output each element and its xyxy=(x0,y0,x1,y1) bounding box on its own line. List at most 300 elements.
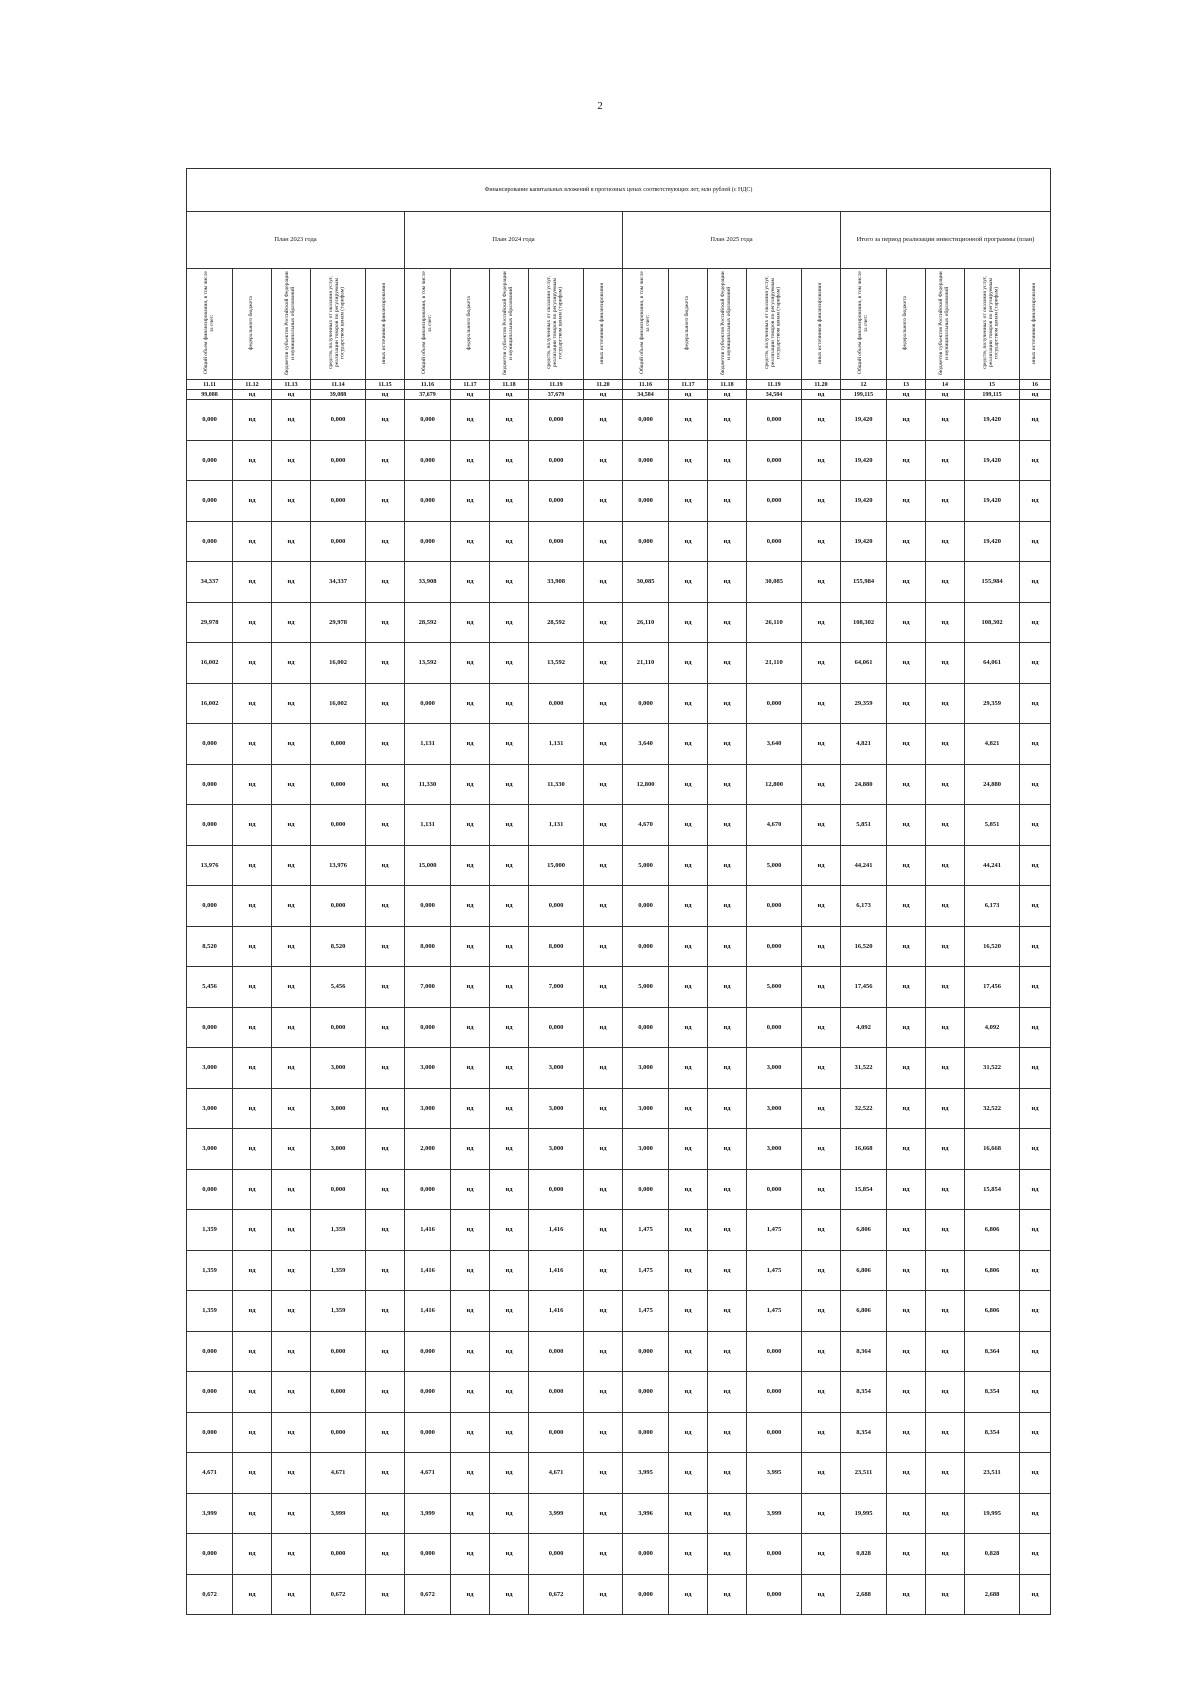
table-row xyxy=(187,562,1051,603)
table-cell: нд xyxy=(708,1493,747,1534)
table-cell: нд xyxy=(233,1453,272,1494)
table-cell: нд xyxy=(233,886,272,927)
table-cell: 1,475 xyxy=(747,1291,802,1332)
table-cell: 108,302 xyxy=(965,602,1020,643)
table-cell: нд xyxy=(669,1574,708,1615)
table-cell: нд xyxy=(584,926,623,967)
table-cell: нд xyxy=(669,562,708,603)
table-cell: нд xyxy=(669,521,708,562)
table-cell: нд xyxy=(272,926,311,967)
table-cell: нд xyxy=(926,1129,965,1170)
table-cell: нд xyxy=(802,1574,841,1615)
table-cell: нд xyxy=(1020,926,1051,967)
table-cell: нд xyxy=(490,562,529,603)
table-cell: нд xyxy=(366,1007,405,1048)
table-cell: 31,522 xyxy=(965,1048,1020,1089)
subheader-label: иных источников финансирования xyxy=(817,282,824,364)
table-cell: нд xyxy=(887,724,926,765)
table-cell: 0,000 xyxy=(405,683,451,724)
table-cell: нд xyxy=(1020,1372,1051,1413)
table-cell: нд xyxy=(366,926,405,967)
table-cell: нд xyxy=(366,602,405,643)
table-cell: 155,984 xyxy=(841,562,887,603)
subheader-cell xyxy=(623,269,669,380)
table-cell: нд xyxy=(1020,886,1051,927)
table-cell: нд xyxy=(366,1574,405,1615)
table-cell: нд xyxy=(1020,521,1051,562)
table-cell: 1,359 xyxy=(187,1250,233,1291)
table-cell: 1,416 xyxy=(529,1210,584,1251)
table-cell: нд xyxy=(887,440,926,481)
column-code: 11.17 xyxy=(451,380,490,390)
subheader-cell xyxy=(841,269,887,380)
table-cell: 0,000 xyxy=(187,1007,233,1048)
table-row xyxy=(187,845,1051,886)
table-cell: нд xyxy=(451,440,490,481)
table-cell: 0,000 xyxy=(405,1169,451,1210)
table-cell: нд xyxy=(669,481,708,522)
table-cell: нд xyxy=(802,1088,841,1129)
total-cell: 34,584 xyxy=(623,390,669,400)
table-cell: нд xyxy=(669,683,708,724)
table-cell: 1,359 xyxy=(311,1250,366,1291)
table-cell: 0,000 xyxy=(405,481,451,522)
table-cell: нд xyxy=(802,1210,841,1251)
table-cell: 1,416 xyxy=(405,1291,451,1332)
table-cell: нд xyxy=(584,1412,623,1453)
table-cell: нд xyxy=(584,805,623,846)
table-cell: нд xyxy=(669,1129,708,1170)
table-cell: 5,456 xyxy=(187,967,233,1008)
table-cell: нд xyxy=(272,1291,311,1332)
table-cell: нд xyxy=(233,1412,272,1453)
table-cell: нд xyxy=(669,764,708,805)
table-cell: нд xyxy=(802,805,841,846)
table-cell: 0,000 xyxy=(311,1331,366,1372)
table-cell: нд xyxy=(451,1250,490,1291)
table-cell: 19,420 xyxy=(965,400,1020,441)
table-cell: 0,828 xyxy=(965,1534,1020,1575)
table-cell: нд xyxy=(708,1210,747,1251)
table-cell: нд xyxy=(366,1372,405,1413)
table-cell: 6,806 xyxy=(841,1291,887,1332)
table-cell: нд xyxy=(926,926,965,967)
table-cell: 19,420 xyxy=(965,481,1020,522)
table-cell: 0,000 xyxy=(311,1534,366,1575)
table-cell: 13,592 xyxy=(405,643,451,684)
table-cell: нд xyxy=(926,1493,965,1534)
table-cell: нд xyxy=(887,1412,926,1453)
subheader-label: бюджетов субъектов Российской Федерации и муниципальных образований xyxy=(284,271,296,375)
table-cell: 3,000 xyxy=(187,1048,233,1089)
table-cell: 29,978 xyxy=(311,602,366,643)
table-cell: 1,359 xyxy=(311,1210,366,1251)
table-cell: 13,976 xyxy=(187,845,233,886)
table-cell: 1,416 xyxy=(529,1291,584,1332)
table-cell: нд xyxy=(708,683,747,724)
table-cell: нд xyxy=(584,1291,623,1332)
table-cell: нд xyxy=(708,967,747,1008)
table-cell: 1,359 xyxy=(187,1210,233,1251)
table-cell: нд xyxy=(233,845,272,886)
table-cell: 16,668 xyxy=(841,1129,887,1170)
table-cell: нд xyxy=(708,1291,747,1332)
table-cell: нд xyxy=(366,1493,405,1534)
table-row xyxy=(187,1412,1051,1453)
table-row xyxy=(187,805,1051,846)
table-cell: нд xyxy=(708,1412,747,1453)
table-cell: нд xyxy=(366,400,405,441)
table-cell: 0,000 xyxy=(529,1412,584,1453)
table-cell: 0,000 xyxy=(187,440,233,481)
table-cell: нд xyxy=(926,1534,965,1575)
subheader-cell xyxy=(669,269,708,380)
table-row xyxy=(187,1493,1051,1534)
table-cell: нд xyxy=(584,1048,623,1089)
table-cell: нд xyxy=(366,764,405,805)
table-cell: 0,000 xyxy=(623,1412,669,1453)
table-cell: нд xyxy=(233,1291,272,1332)
table-cell: нд xyxy=(926,1372,965,1413)
table-cell: 19,420 xyxy=(841,521,887,562)
table-cell: 0,000 xyxy=(311,1372,366,1413)
table-cell: 28,592 xyxy=(405,602,451,643)
table-cell: 4,671 xyxy=(405,1453,451,1494)
table-cell: 3,000 xyxy=(529,1088,584,1129)
table-cell: 1,416 xyxy=(405,1250,451,1291)
table-cell: нд xyxy=(926,562,965,603)
table-cell: 0,000 xyxy=(187,1534,233,1575)
table-cell: нд xyxy=(451,521,490,562)
table-cell: нд xyxy=(802,1048,841,1089)
table-cell: 0,000 xyxy=(623,400,669,441)
table-cell: 0,000 xyxy=(623,683,669,724)
table-cell: нд xyxy=(584,724,623,765)
table-cell: 15,854 xyxy=(841,1169,887,1210)
table-cell: 3,999 xyxy=(187,1493,233,1534)
table-cell: 24,880 xyxy=(965,764,1020,805)
subheader-label: Общий объем финансирования, в том числе за счет: xyxy=(638,271,651,375)
table-cell: 0,000 xyxy=(187,1412,233,1453)
table-row xyxy=(187,1574,1051,1615)
table-cell: нд xyxy=(233,1331,272,1372)
table-cell: 0,000 xyxy=(187,481,233,522)
table-cell: нд xyxy=(233,1493,272,1534)
table-cell: нд xyxy=(708,643,747,684)
table-cell: 0,000 xyxy=(623,886,669,927)
table-cell: 29,359 xyxy=(841,683,887,724)
subheader-cell xyxy=(529,269,584,380)
table-cell: нд xyxy=(366,1169,405,1210)
subheader-cell xyxy=(926,269,965,380)
table-cell: нд xyxy=(708,1534,747,1575)
table-cell: 0,672 xyxy=(405,1574,451,1615)
table-cell: нд xyxy=(272,764,311,805)
table-cell: 2,688 xyxy=(965,1574,1020,1615)
table-cell: нд xyxy=(490,602,529,643)
table-cell: 0,000 xyxy=(747,1007,802,1048)
table-cell: нд xyxy=(233,521,272,562)
table-cell: 0,000 xyxy=(405,1331,451,1372)
total-cell: нд xyxy=(366,390,405,400)
table-cell: 1,416 xyxy=(405,1210,451,1251)
table-cell: 0,000 xyxy=(311,1169,366,1210)
table-cell: 7,000 xyxy=(529,967,584,1008)
subheader-label: иных источников финансирования xyxy=(381,282,388,364)
total-cell: 34,584 xyxy=(747,390,802,400)
table-cell: нд xyxy=(272,481,311,522)
column-code: 11.16 xyxy=(405,380,451,390)
table-cell: 34,337 xyxy=(311,562,366,603)
table-cell: нд xyxy=(1020,1048,1051,1089)
table-cell: 4,671 xyxy=(187,1453,233,1494)
table-row xyxy=(187,1169,1051,1210)
column-code: 11.20 xyxy=(584,380,623,390)
table-cell: нд xyxy=(802,481,841,522)
table-cell: нд xyxy=(802,764,841,805)
table-cell: нд xyxy=(887,1331,926,1372)
table-cell: нд xyxy=(887,1169,926,1210)
table-cell: 2,000 xyxy=(405,1129,451,1170)
table-cell: нд xyxy=(802,724,841,765)
table-cell: 0,000 xyxy=(529,1372,584,1413)
table-cell: нд xyxy=(802,1169,841,1210)
table-cell: нд xyxy=(669,1169,708,1210)
table-cell: нд xyxy=(802,1372,841,1413)
table-row xyxy=(187,683,1051,724)
table-cell: нд xyxy=(272,1372,311,1413)
table-cell: 15,854 xyxy=(965,1169,1020,1210)
table-cell: нд xyxy=(272,1412,311,1453)
table-cell: нд xyxy=(887,1250,926,1291)
table-title: Финансирование капитальных вложений в прогнозных ценах соответствующих лет, млн рублей (с НДС) xyxy=(187,169,1051,212)
table-cell: 5,000 xyxy=(623,845,669,886)
table-cell: нд xyxy=(1020,1291,1051,1332)
table-cell: 23,511 xyxy=(965,1453,1020,1494)
subheader-cell xyxy=(1020,269,1051,380)
table-cell: нд xyxy=(584,643,623,684)
table-cell: нд xyxy=(366,1291,405,1332)
table-cell: нд xyxy=(272,845,311,886)
table-cell: нд xyxy=(669,967,708,1008)
table-cell: нд xyxy=(926,1007,965,1048)
table-cell: нд xyxy=(887,886,926,927)
table-cell: 1,475 xyxy=(623,1291,669,1332)
table-cell: 0,000 xyxy=(311,724,366,765)
table-cell: нд xyxy=(708,1574,747,1615)
subheader-cell xyxy=(802,269,841,380)
table-cell: 0,000 xyxy=(187,805,233,846)
table-cell: нд xyxy=(272,683,311,724)
table-cell: нд xyxy=(887,1574,926,1615)
table-cell: нд xyxy=(584,1493,623,1534)
table-cell: 3,640 xyxy=(747,724,802,765)
table-cell: 12,800 xyxy=(623,764,669,805)
table-cell: 8,000 xyxy=(529,926,584,967)
table-cell: 3,995 xyxy=(623,1453,669,1494)
subheader-label: бюджетов субъектов Российской Федерации и муниципальных образований xyxy=(502,271,514,375)
table-cell: 8,520 xyxy=(311,926,366,967)
table-cell: нд xyxy=(490,1372,529,1413)
table-cell: нд xyxy=(584,967,623,1008)
table-cell: 0,000 xyxy=(529,440,584,481)
table-cell: нд xyxy=(272,1210,311,1251)
table-cell: 0,000 xyxy=(529,481,584,522)
table-cell: 3,000 xyxy=(529,1129,584,1170)
table-cell: 0,000 xyxy=(747,1169,802,1210)
table-row xyxy=(187,1372,1051,1413)
table-cell: 17,456 xyxy=(965,967,1020,1008)
table-cell: нд xyxy=(669,805,708,846)
table-cell: нд xyxy=(584,1574,623,1615)
table-cell: нд xyxy=(366,1331,405,1372)
table-cell: нд xyxy=(233,562,272,603)
table-row xyxy=(187,481,1051,522)
table-cell: 0,000 xyxy=(529,1007,584,1048)
table-cell: 0,000 xyxy=(747,1574,802,1615)
table-cell: нд xyxy=(926,400,965,441)
table-cell: 0,000 xyxy=(187,724,233,765)
table-cell: нд xyxy=(272,724,311,765)
table-cell: 19,995 xyxy=(841,1493,887,1534)
table-cell: 5,851 xyxy=(965,805,1020,846)
table-cell: нд xyxy=(584,440,623,481)
table-cell: нд xyxy=(887,1534,926,1575)
table-cell: нд xyxy=(584,1169,623,1210)
table-cell: нд xyxy=(708,602,747,643)
total-cell: нд xyxy=(451,390,490,400)
table-cell: нд xyxy=(366,683,405,724)
table-cell: нд xyxy=(802,1129,841,1170)
column-code: 12 xyxy=(841,380,887,390)
table-cell: 3,000 xyxy=(405,1048,451,1089)
table-cell: нд xyxy=(272,1534,311,1575)
table-cell: 29,359 xyxy=(965,683,1020,724)
table-cell: 19,420 xyxy=(965,521,1020,562)
table-cell: нд xyxy=(272,400,311,441)
table-cell: нд xyxy=(1020,481,1051,522)
table-cell: 0,000 xyxy=(529,1534,584,1575)
table-cell: нд xyxy=(708,1048,747,1089)
table-cell: нд xyxy=(887,1493,926,1534)
table-cell: нд xyxy=(584,1007,623,1048)
table-cell: нд xyxy=(708,764,747,805)
subheader-cell xyxy=(747,269,802,380)
table-cell: нд xyxy=(451,845,490,886)
table-cell: нд xyxy=(926,602,965,643)
table-cell: 30,085 xyxy=(623,562,669,603)
table-cell: нд xyxy=(451,1453,490,1494)
subheader-label: средств, полученных от оказания услуг, реализации товаров по регулируемым государством ценам (тарифам) xyxy=(328,276,346,370)
table-cell: нд xyxy=(887,1372,926,1413)
table-cell: 1,416 xyxy=(529,1250,584,1291)
table-cell: нд xyxy=(1020,1534,1051,1575)
table-cell: нд xyxy=(926,1412,965,1453)
table-cell: нд xyxy=(272,1169,311,1210)
table-cell: нд xyxy=(451,1129,490,1170)
table-cell: нд xyxy=(451,683,490,724)
table-cell: 7,000 xyxy=(405,967,451,1008)
table-cell: 16,668 xyxy=(965,1129,1020,1170)
table-cell: 0,000 xyxy=(311,440,366,481)
table-cell: нд xyxy=(887,602,926,643)
table-cell: нд xyxy=(233,643,272,684)
table-cell: 6,173 xyxy=(965,886,1020,927)
table-cell: 21,110 xyxy=(623,643,669,684)
table-cell: нд xyxy=(490,1048,529,1089)
table-cell: 6,173 xyxy=(841,886,887,927)
table-cell: нд xyxy=(708,481,747,522)
table-cell: 0,672 xyxy=(187,1574,233,1615)
table-cell: 3,999 xyxy=(311,1493,366,1534)
subheader-cell xyxy=(887,269,926,380)
table-cell: 1,131 xyxy=(405,724,451,765)
table-row xyxy=(187,1210,1051,1251)
table-cell: 5,000 xyxy=(623,967,669,1008)
table-cell: нд xyxy=(708,926,747,967)
table-cell: 30,085 xyxy=(747,562,802,603)
table-cell: нд xyxy=(233,1007,272,1048)
table-cell: 3,995 xyxy=(747,1453,802,1494)
table-cell: нд xyxy=(887,926,926,967)
table-cell: нд xyxy=(708,1007,747,1048)
table-cell: нд xyxy=(490,1129,529,1170)
table-cell: нд xyxy=(926,521,965,562)
table-cell: 0,000 xyxy=(529,521,584,562)
table-cell: нд xyxy=(584,1372,623,1413)
table-cell: 0,000 xyxy=(405,886,451,927)
table-cell: нд xyxy=(926,1574,965,1615)
table-cell: нд xyxy=(233,805,272,846)
table-cell: 0,000 xyxy=(311,805,366,846)
table-cell: 0,000 xyxy=(311,886,366,927)
table-cell: нд xyxy=(802,1534,841,1575)
table-cell: нд xyxy=(926,845,965,886)
table-cell: 15,000 xyxy=(529,845,584,886)
table-cell: нд xyxy=(233,1169,272,1210)
table-cell: 0,000 xyxy=(529,683,584,724)
period-header-2024: План 2024 года xyxy=(405,212,623,269)
table-cell: 2,688 xyxy=(841,1574,887,1615)
table-cell: 0,000 xyxy=(747,481,802,522)
table-row xyxy=(187,440,1051,481)
table-cell: нд xyxy=(887,1048,926,1089)
table-cell: нд xyxy=(802,1007,841,1048)
table-row xyxy=(187,1007,1051,1048)
table-cell: 5,000 xyxy=(747,967,802,1008)
table-row xyxy=(187,1088,1051,1129)
table-cell: нд xyxy=(490,683,529,724)
table-cell: нд xyxy=(708,1250,747,1291)
table-cell: нд xyxy=(366,845,405,886)
table-cell: 13,976 xyxy=(311,845,366,886)
table-cell: нд xyxy=(1020,845,1051,886)
table-cell: нд xyxy=(584,764,623,805)
table-row xyxy=(187,1129,1051,1170)
total-cell: нд xyxy=(802,390,841,400)
table-row xyxy=(187,1534,1051,1575)
table-cell: нд xyxy=(926,805,965,846)
subheader-cell xyxy=(272,269,311,380)
table-cell: нд xyxy=(887,967,926,1008)
subheader-cell xyxy=(451,269,490,380)
table-cell: нд xyxy=(451,1574,490,1615)
table-cell: нд xyxy=(1020,805,1051,846)
table-cell: нд xyxy=(233,481,272,522)
table-cell: 0,000 xyxy=(623,1169,669,1210)
table-cell: нд xyxy=(490,886,529,927)
table-cell: 3,000 xyxy=(623,1048,669,1089)
